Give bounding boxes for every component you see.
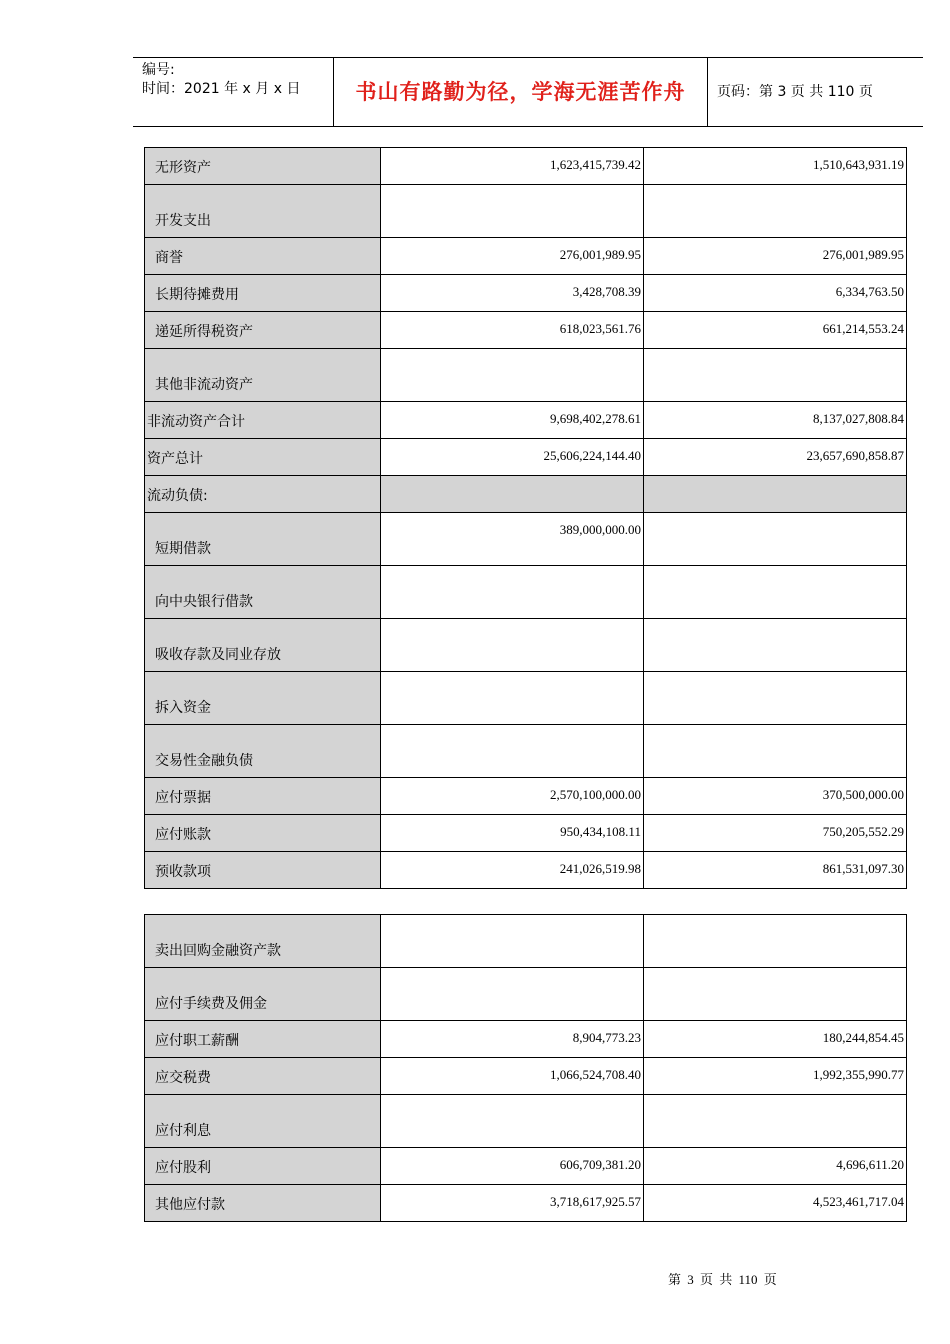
table-row <box>145 238 907 275</box>
row-label: 应付职工薪酬 <box>145 1021 381 1058</box>
table-row <box>145 968 907 1021</box>
row-label: 吸收存款及同业存放 <box>145 619 381 672</box>
value-current: 276,001,989.95 <box>380 238 643 275</box>
value-current: 9,698,402,278.61 <box>380 402 643 439</box>
row-label: 长期待摊费用 <box>145 275 381 312</box>
value-current: 2,570,100,000.00 <box>380 778 643 815</box>
motto: 书山有路勤为径，学海无涯苦作舟 <box>334 58 708 126</box>
table-row <box>145 1185 907 1222</box>
table-row <box>145 402 907 439</box>
value-previous: 861,531,097.30 <box>643 852 906 889</box>
value-current: 606,709,381.20 <box>380 1148 643 1185</box>
row-label: 无形资产 <box>145 148 381 185</box>
value-current: 950,434,108.11 <box>380 815 643 852</box>
value-previous: 1,510,643,931.19 <box>643 148 906 185</box>
table-row <box>145 915 907 968</box>
section-header-row <box>145 476 907 513</box>
value-current: 1,066,524,708.40 <box>380 1058 643 1095</box>
table-row <box>145 312 907 349</box>
value-current <box>380 725 643 778</box>
time-line: 时间：2021 年 x 月 x 日 <box>142 81 301 97</box>
value-current: 3,718,617,925.57 <box>380 1185 643 1222</box>
row-label: 应付股利 <box>145 1148 381 1185</box>
value-current <box>380 476 643 513</box>
value-current: 389,000,000.00 <box>380 513 643 566</box>
row-label: 拆入资金 <box>145 672 381 725</box>
table-row <box>145 1095 907 1148</box>
row-label: 开发支出 <box>145 185 381 238</box>
table-row <box>145 852 907 889</box>
value-previous: 8,137,027,808.84 <box>643 402 906 439</box>
value-previous <box>643 915 906 968</box>
table-row <box>145 778 907 815</box>
value-current <box>380 349 643 402</box>
row-label: 短期借款 <box>145 513 381 566</box>
value-previous: 661,214,553.24 <box>643 312 906 349</box>
value-current <box>380 915 643 968</box>
value-current <box>380 1095 643 1148</box>
table-row <box>145 672 907 725</box>
row-label: 其他应付款 <box>145 1185 381 1222</box>
value-current <box>380 968 643 1021</box>
value-previous <box>643 968 906 1021</box>
row-label: 应交税费 <box>145 1058 381 1095</box>
balance-sheet-table-2 <box>144 914 907 1222</box>
page-footer: 第 3 页 共 110 页 <box>668 1272 777 1287</box>
table-row <box>145 725 907 778</box>
value-previous <box>643 513 906 566</box>
row-label: 预收款项 <box>145 852 381 889</box>
value-previous: 23,657,690,858.87 <box>643 439 906 476</box>
table-row <box>145 566 907 619</box>
page-header <box>133 57 923 127</box>
value-previous: 750,205,552.29 <box>643 815 906 852</box>
value-previous <box>643 672 906 725</box>
table-row <box>145 1148 907 1185</box>
value-previous <box>643 476 906 513</box>
value-current: 618,023,561.76 <box>380 312 643 349</box>
table-row <box>145 1021 907 1058</box>
row-label: 卖出回购金融资产款 <box>145 915 381 968</box>
value-previous <box>643 725 906 778</box>
row-label: 应付利息 <box>145 1095 381 1148</box>
value-current: 241,026,519.98 <box>380 852 643 889</box>
value-previous: 276,001,989.95 <box>643 238 906 275</box>
row-label: 流动负债: <box>145 476 381 513</box>
row-label: 资产总计 <box>145 439 381 476</box>
value-current: 8,904,773.23 <box>380 1021 643 1058</box>
value-previous: 4,523,461,717.04 <box>643 1185 906 1222</box>
row-label: 应付票据 <box>145 778 381 815</box>
value-current <box>380 619 643 672</box>
table-row <box>145 815 907 852</box>
page-info: 页码：第 3 页 共 110 页 <box>717 84 873 100</box>
value-previous: 1,992,355,990.77 <box>643 1058 906 1095</box>
value-current <box>380 566 643 619</box>
row-label: 非流动资产合计 <box>145 402 381 439</box>
row-label: 商誉 <box>145 238 381 275</box>
row-label: 递延所得税资产 <box>145 312 381 349</box>
row-label: 应付手续费及佣金 <box>145 968 381 1021</box>
code-label: 编号: <box>142 62 175 78</box>
row-label: 其他非流动资产 <box>145 349 381 402</box>
table-row <box>145 148 907 185</box>
table-row <box>145 619 907 672</box>
row-label: 向中央银行借款 <box>145 566 381 619</box>
table-row <box>145 1058 907 1095</box>
table-row <box>145 185 907 238</box>
value-current: 1,623,415,739.42 <box>380 148 643 185</box>
table-row <box>145 439 907 476</box>
value-current <box>380 185 643 238</box>
value-previous <box>643 185 906 238</box>
value-previous: 370,500,000.00 <box>643 778 906 815</box>
header-meta <box>133 58 334 126</box>
value-previous <box>643 619 906 672</box>
value-current <box>380 672 643 725</box>
value-previous <box>643 1095 906 1148</box>
value-previous: 6,334,763.50 <box>643 275 906 312</box>
value-current: 25,606,224,144.40 <box>380 439 643 476</box>
value-current: 3,428,708.39 <box>380 275 643 312</box>
table-row <box>145 349 907 402</box>
value-previous <box>643 349 906 402</box>
value-previous <box>643 566 906 619</box>
table-row <box>145 513 907 566</box>
row-label: 交易性金融负债 <box>145 725 381 778</box>
row-label: 应付账款 <box>145 815 381 852</box>
value-previous: 4,696,611.20 <box>643 1148 906 1185</box>
table-row <box>145 275 907 312</box>
value-previous: 180,244,854.45 <box>643 1021 906 1058</box>
balance-sheet-table-1 <box>144 147 907 889</box>
